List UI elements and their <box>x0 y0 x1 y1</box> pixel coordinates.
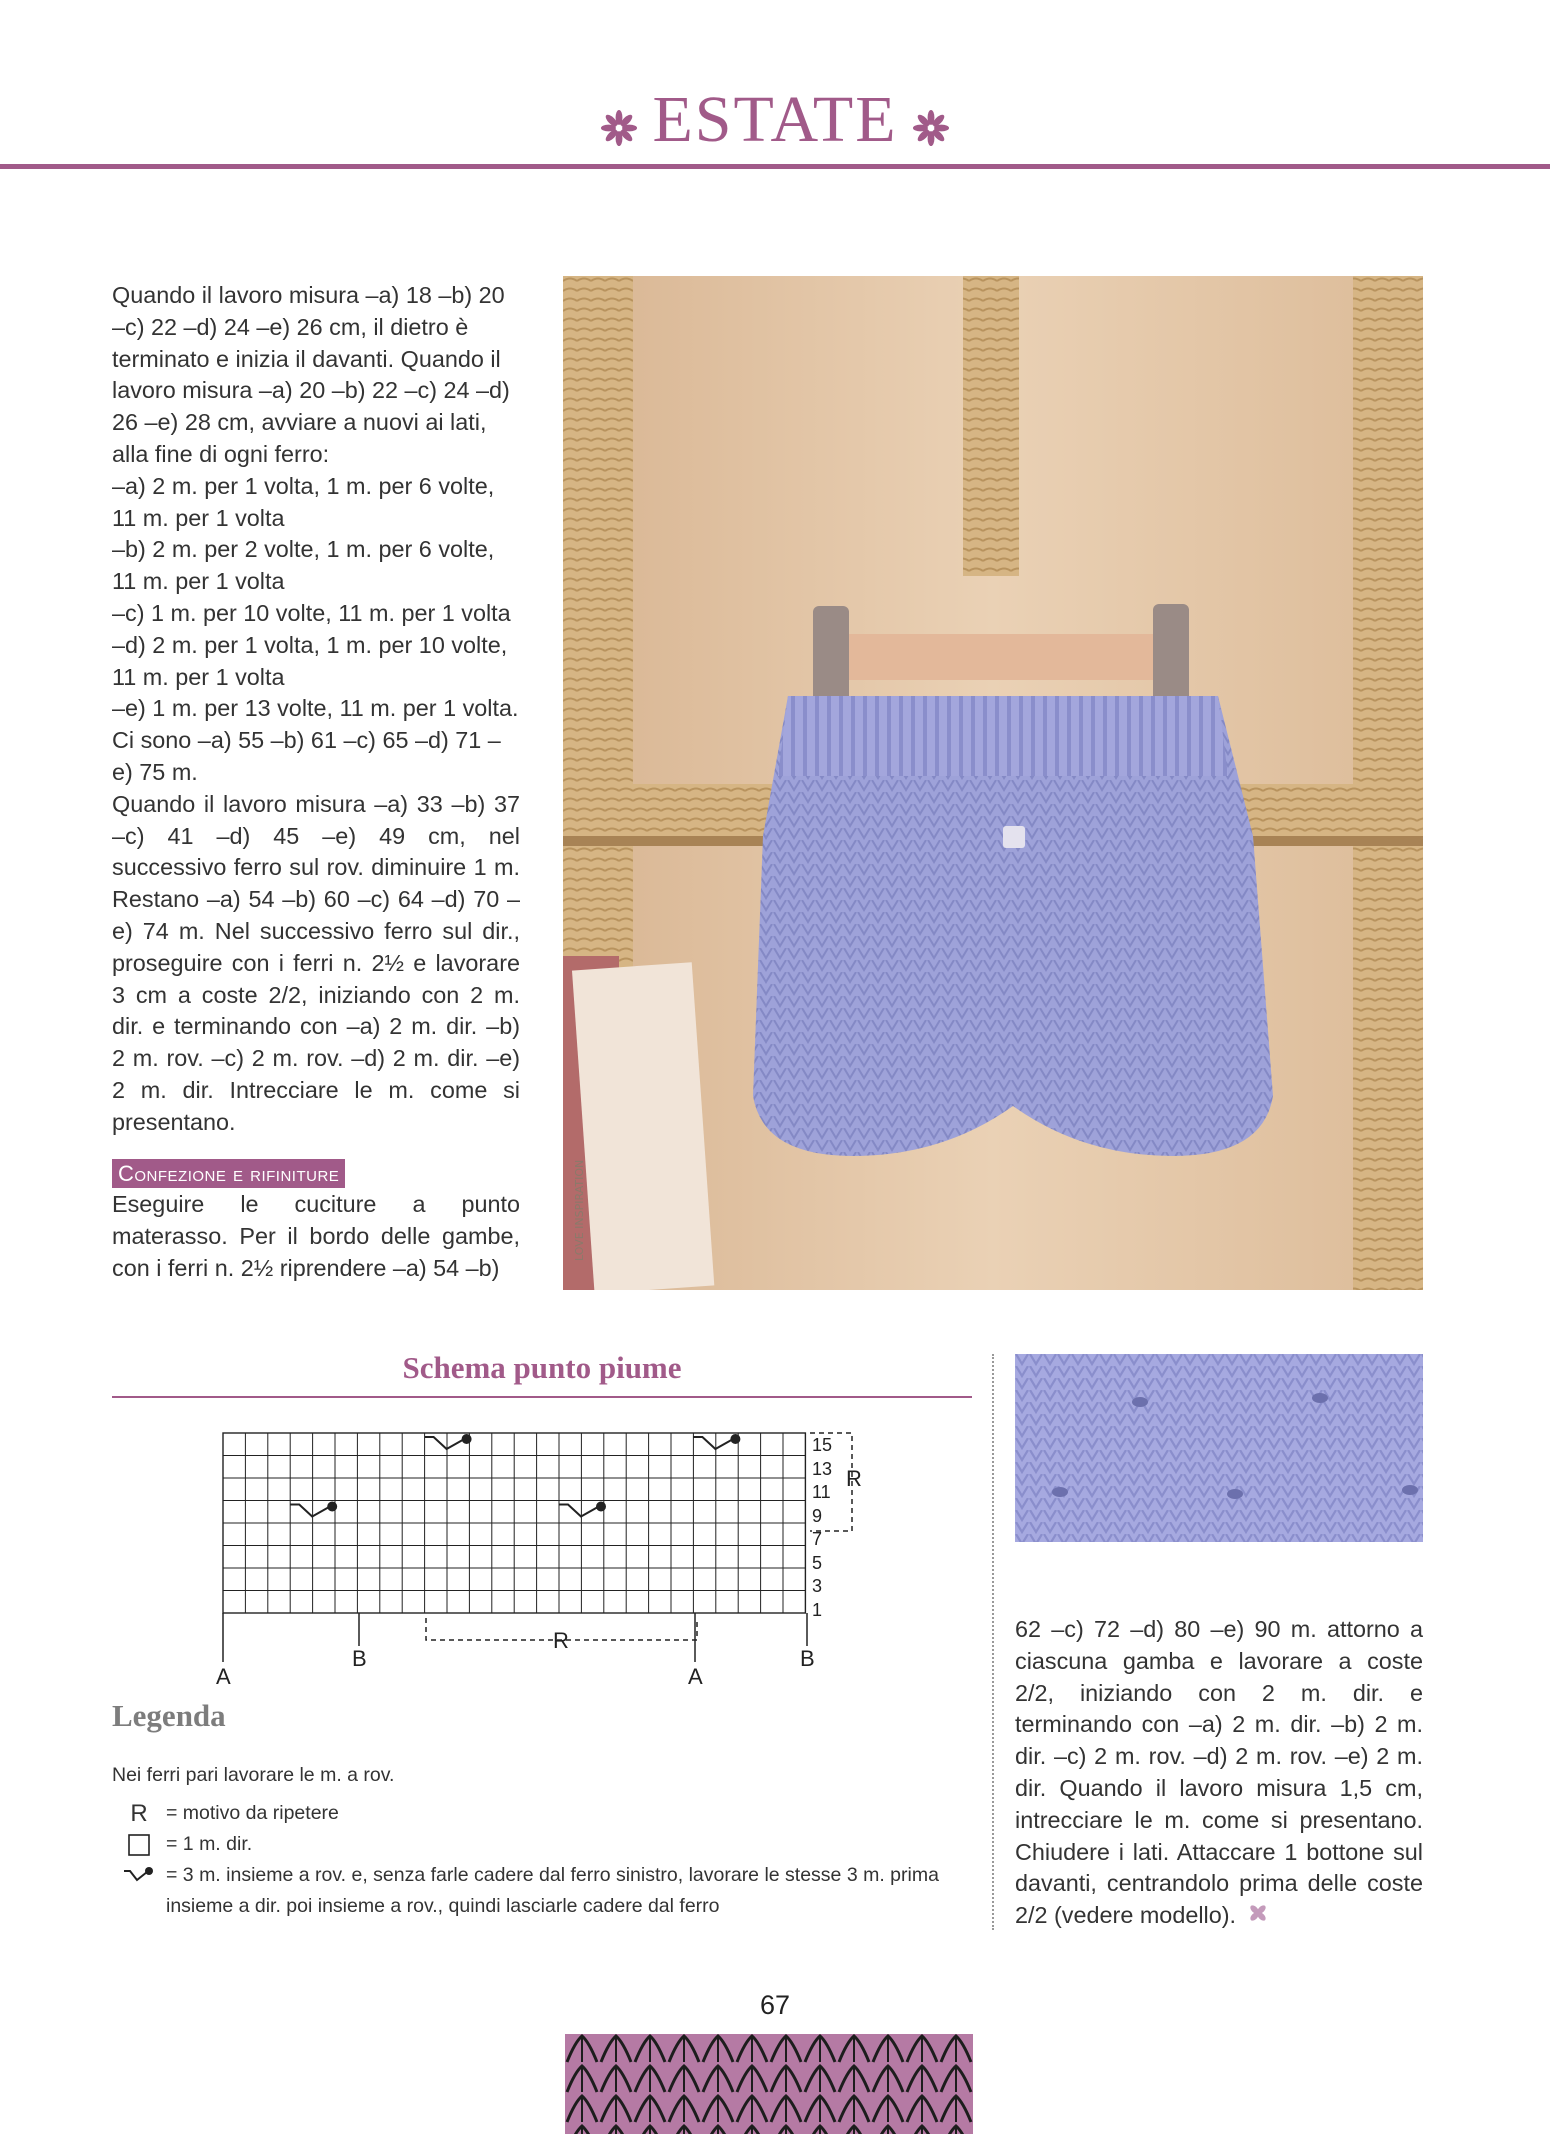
legend-title: Legenda <box>112 1698 226 1733</box>
page-header <box>0 78 1550 168</box>
stitch-chart <box>200 1426 890 1701</box>
marker-b: B <box>800 1646 815 1671</box>
feather-stitch-dot <box>462 1434 472 1444</box>
row-number: 1 <box>812 1600 823 1620</box>
instruction-paragraph: Eseguire le cuciture a punto materasso. Per il bordo delle gambe, con i ferri n. 2½ riprendere –a) 54 –b) <box>112 1191 520 1281</box>
marker-a: A <box>216 1664 231 1689</box>
page-title: ESTATE <box>652 83 898 156</box>
row-number: 3 <box>812 1576 823 1596</box>
feather-stitch-dot <box>327 1502 337 1512</box>
repeat-label-horizontal: R <box>553 1628 569 1653</box>
feather-stitch-icon <box>112 1860 166 1891</box>
size-line: –a) 2 m. per 1 volta, 1 m. per 6 volte, 11 m. per 1 volta <box>112 472 495 531</box>
instruction-paragraph: Quando il lavoro misura –a) 18 –b) 20 –c) 22 –d) 24 –e) 26 cm, il dietro è terminato e inizia il davanti. Quando il lavoro misura –a) 20 –b) 22 –c) 24 –d) 26 –e) 28 cm, avviare a nuovi ai lati, alla fine di ogni ferro: <box>112 282 510 467</box>
stitch-swatch-photo <box>1015 1354 1423 1542</box>
instruction-paragraph: Quando il lavoro misura –a) 33 –b) 37 –c) 41 –d) 45 –e) 49 cm, nel successivo ferro sul rov. diminuire 1 m. Restano –a) 54 –b) 60 –c) 64 –d) 70 –e) 74 m. Nel successivo ferro sul dir., proseguire con i ferri n. 2½ e lavorare 3 cm a coste 2/2, iniziando con 2 m. dir. e terminando con –a) 2 m. dir. –b) 2 m. rov. –c) 2 m. rov. –d) 2 m. dir. –e) 2 m. dir. Intrecciare le m. come si presentano. <box>112 790 520 1135</box>
legend-text: = 3 m. insieme a rov. e, senza farle cadere dal ferro sinistro, lavorare le stesse 3 m. prima insieme a dir. poi insieme a rov., quindi lasciarle cadere dal ferro <box>166 1864 939 1917</box>
legend-item <box>112 1798 972 1829</box>
row-number: 5 <box>812 1553 823 1573</box>
feather-stitch-dot <box>730 1434 740 1444</box>
size-line: –b) 2 m. per 2 volte, 1 m. per 6 volte, 11 m. per 1 volta <box>112 536 495 595</box>
chart-title: Schema punto piume <box>402 1350 682 1385</box>
row-number: 9 <box>812 1506 823 1526</box>
square-icon <box>112 1829 166 1860</box>
legend-symbol-repeat: R <box>130 1800 148 1827</box>
size-line: –e) 1 m. per 13 volte, 11 m. per 1 volta. Ci sono –a) 55 –b) 61 –c) 65 –d) 71 –e) 75 m. <box>112 695 519 785</box>
chart-grid <box>223 1433 805 1613</box>
cross-flower-icon <box>1247 1901 1269 1933</box>
row-number: 15 <box>812 1435 833 1455</box>
size-line: –d) 2 m. per 1 volta, 1 m. per 10 volte, 11 m. per 1 volta <box>112 631 508 690</box>
section-heading: Confezione e rifiniture <box>112 1159 345 1188</box>
chart-title-divider <box>112 1396 972 1398</box>
legend-item <box>112 1860 972 1922</box>
instructions-column <box>112 280 520 1285</box>
product-photo <box>563 276 1423 1290</box>
footer-pattern-band <box>565 2034 973 2134</box>
legend-item <box>112 1829 972 1860</box>
row-number: 11 <box>812 1482 831 1502</box>
flower-icon <box>912 84 950 168</box>
legend-text: = motivo da ripetere <box>166 1802 339 1824</box>
instruction-paragraph: 62 –c) 72 –d) 80 –e) 90 m. attorno a ciascuna gamba e lavorare a coste 2/2, iniziando con 2 m. dir. e terminando con –a) 2 m. dir. –b) 2 m. dir. –c) 2 m. rov. –d) 2 m. rov. –e) 2 m. dir. Quando il lavoro misura 1,5 cm, intrecciare le m. come si presentano. Chiudere i lati. Attaccare 1 bottone sul davanti, centrandolo prima delle coste 2/2 (vedere modello). <box>1015 1616 1423 1929</box>
legend-note: Nei ferri pari lavorare le m. a rov. <box>112 1764 395 1786</box>
feather-stitch-dot <box>596 1502 606 1512</box>
book-spine-text: LOVE INSPIRATION <box>573 1159 586 1261</box>
row-number: 13 <box>812 1459 833 1479</box>
column-divider <box>992 1354 994 1930</box>
marker-a: A <box>688 1664 703 1689</box>
legend-text: = 1 m. dir. <box>166 1833 253 1855</box>
flower-icon <box>600 84 638 168</box>
repeat-label-vertical: R <box>846 1466 862 1491</box>
page-number: 67 <box>759 1990 791 2020</box>
header-divider <box>0 164 1550 169</box>
size-line: –c) 1 m. per 10 volte, 11 m. per 1 volta <box>112 599 511 626</box>
marker-b: B <box>352 1646 367 1671</box>
row-number: 7 <box>812 1529 823 1549</box>
instructions-continuation <box>1015 1614 1423 1933</box>
legend-list <box>112 1798 972 1922</box>
